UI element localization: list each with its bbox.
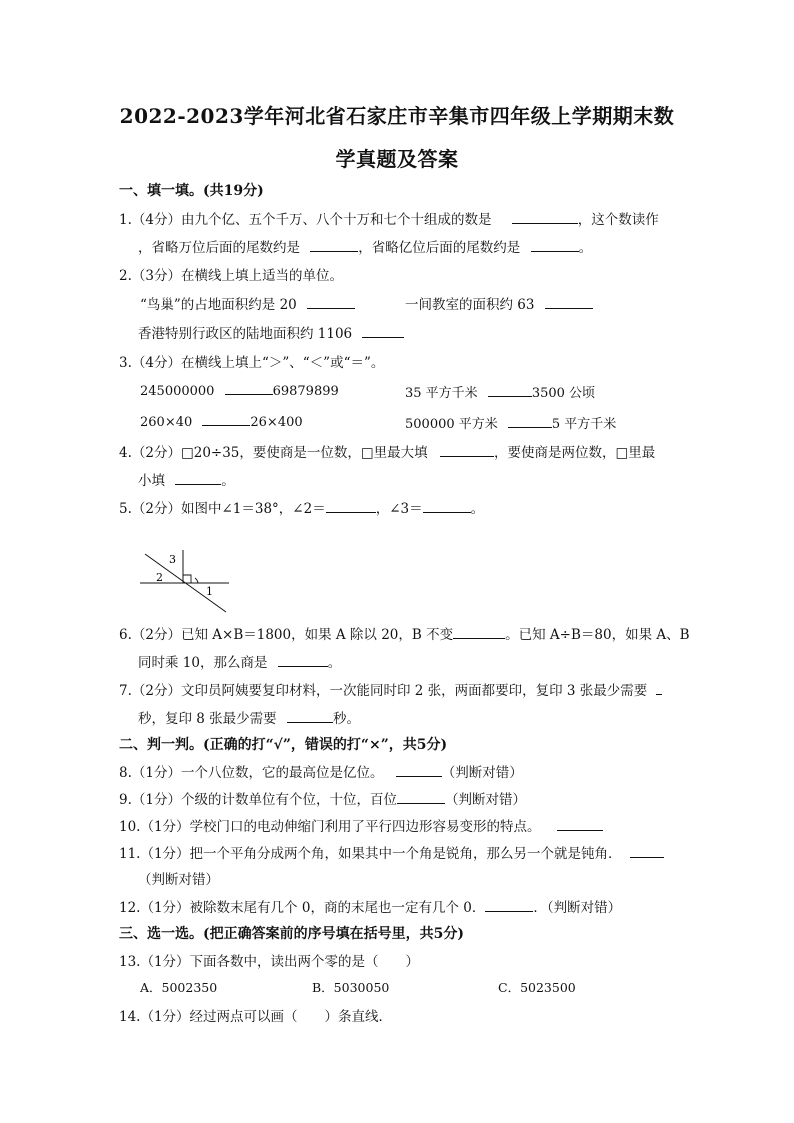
q1-text-e: 。 [578, 240, 593, 256]
q1-text-d: ，省略亿位后面的尾数约是 [358, 240, 521, 256]
question-4-line1 [119, 441, 655, 461]
question-2-line1: 2.（3分）在横线上填上适当的单位。 [119, 268, 343, 284]
q9-text-b: （判断对错） [444, 792, 526, 808]
question-11-line1 [119, 842, 664, 862]
q12-text-a: 12.（1分）被除数末尾有几个 0，商的末尾也一定有几个 0． [119, 900, 486, 916]
question-2-classroom [405, 293, 593, 313]
q12-blank[interactable] [485, 899, 533, 912]
q11-blank[interactable] [630, 845, 664, 858]
q8-blank[interactable] [396, 764, 442, 777]
q3-blank-2[interactable] [488, 384, 532, 397]
q3-text-e2: 5 平方千米 [551, 417, 617, 432]
question-3-compare-1 [140, 382, 339, 399]
q4-blank-max[interactable] [440, 444, 494, 457]
q5-text-b: ，∠3＝ [375, 501, 423, 517]
q1-text-c: ，省略万位后面的尾数约是 [138, 240, 300, 256]
q10-blank[interactable] [557, 818, 603, 831]
angle-arc-mark [195, 578, 198, 583]
q5-blank-angle3[interactable] [423, 500, 471, 513]
q5-text-a: 5.（2分）如图中∠1＝38°，∠2＝ [119, 501, 326, 517]
q5-blank-angle2[interactable] [326, 500, 376, 513]
doc-title-line2: 学真题及答案 [335, 147, 459, 171]
question-7-line1 [119, 679, 662, 699]
q5-text-c: 。 [470, 501, 485, 517]
q3-text-d1: 260×40 [140, 415, 193, 430]
q6-text-d: 。 [327, 655, 342, 671]
doc-title-line1: 2022-2023学年河北省石家庄市辛集市四年级上学期期末数 [119, 104, 675, 128]
q12-text-b: ．（判断对错） [533, 900, 622, 916]
q4-text-b: ，要使商是两位数，□里最 [493, 445, 656, 461]
q6-blank-product[interactable] [453, 626, 505, 639]
angle-figure [135, 542, 235, 617]
q2-blank-nest[interactable] [307, 296, 355, 309]
q1-blank-yi[interactable] [531, 239, 579, 252]
q7-blank-3pages[interactable] [656, 682, 662, 695]
q4-text-c: 小填 [138, 473, 165, 489]
q1-blank-number[interactable] [512, 211, 578, 224]
q6-text-c: 同时乘 10，那么商是 [138, 655, 268, 671]
q7-text-c: 秒。 [332, 711, 360, 727]
question-13: 13.（1分）下面各数中，读出两个零的是（ ） [119, 954, 420, 970]
q3-blank-3[interactable] [202, 413, 250, 426]
angle-label-2: 2 [156, 571, 163, 584]
q3-text-c2: 3500 公顷 [531, 386, 596, 401]
section-2-heading: 二、判一判。(正确的打“√”，错误的打“×”，共5分) [119, 737, 448, 753]
question-10 [119, 815, 603, 835]
question-6-line2 [138, 651, 341, 671]
q2-blank-classroom[interactable] [545, 296, 593, 309]
q2-text-c: 一间教室的面积约 63 [405, 297, 535, 313]
q3-blank-4[interactable] [508, 415, 552, 428]
q9-text-a: 9.（1分）个级的计数单位有个位，十位，百位 [119, 792, 397, 808]
angle-label-3: 3 [169, 553, 176, 566]
q7-blank-8pages[interactable] [287, 710, 333, 723]
question-2-hongkong [138, 322, 404, 342]
q6-blank-quotient[interactable] [278, 654, 328, 667]
question-6-line1 [119, 623, 690, 643]
question-14: 14.（1分）经过两点可以画（ ）条直线． [119, 1009, 393, 1025]
question-5-line1 [119, 497, 484, 517]
q8-text-b: （判断对错） [441, 765, 523, 781]
q4-text-a: 4.（2分）□20÷35，要使商是一位数，□里最大填 [119, 445, 428, 461]
q2-blank-hongkong[interactable] [362, 325, 404, 338]
q7-text-a: 7.（2分）文印员阿姨要复印材料，一次能同时印 2 张，两面都要印，复印 3 张最少需要 [119, 683, 648, 699]
question-11-line2: （判断对错） [138, 872, 219, 888]
question-3-compare-3 [140, 413, 303, 430]
q6-text-b: 。已知 A÷B＝80，如果 A、B [505, 627, 690, 643]
q1-blank-wan[interactable] [310, 239, 358, 252]
q4-blank-min[interactable] [175, 472, 221, 485]
question-3-compare-4 [405, 413, 616, 432]
q1-text-a: 1.（4分）由九个亿、五个千万、八个十万和七个十组成的数是 [119, 212, 492, 228]
q3-text-b2: 69879899 [272, 384, 339, 399]
q13-option-b[interactable]: B．5030050 [312, 980, 390, 995]
q6-text-a: 6.（2分）已知 A×B＝1800，如果 A 除以 20，B 不变 [119, 627, 454, 643]
q11-text-a: 11.（1分）把一个平角分成两个角，如果其中一个角是锐角，那么另一个就是钝角． [119, 846, 622, 862]
question-4-line2 [138, 469, 235, 489]
q13-option-c[interactable]: C．5023500 [498, 980, 576, 995]
question-3-line1: 3.（4分）在横线上填上“＞”、“＜”或“＝”。 [119, 355, 385, 371]
q1-text-b: ，这个数读作 [577, 212, 659, 228]
q3-text-b1: 245000000 [140, 384, 215, 399]
q9-blank[interactable] [397, 791, 445, 804]
q3-text-e1: 500000 平方米 [405, 417, 498, 432]
q3-blank-1[interactable] [225, 382, 273, 395]
section-1-heading: 一、填一填。(共19分) [119, 183, 264, 199]
q3-text-d2: 26×400 [250, 415, 303, 430]
question-9 [119, 788, 526, 808]
question-8 [119, 761, 523, 781]
angle-label-1: 1 [206, 585, 213, 598]
q10-text-a: 10.（1分）学校门口的电动伸缩门利用了平行四边形容易变形的特点。 [119, 819, 541, 835]
q2-text-b: “鸟巢”的占地面积约是 20 [140, 297, 297, 313]
question-7-line2 [138, 707, 360, 727]
question-3-compare-2 [405, 382, 595, 401]
question-1-line1 [119, 208, 659, 228]
q7-text-b: 秒，复印 8 张最少需要 [138, 711, 277, 727]
question-2-nest [140, 293, 355, 313]
question-1-line2 [138, 236, 592, 256]
q8-text-a: 8.（1分）一个八位数，它的最高位是亿位。 [119, 765, 384, 781]
q2-text-d: 香港特别行政区的陆地面积约 1106 [138, 326, 353, 342]
q13-option-a[interactable]: A．5002350 [140, 980, 218, 995]
section-3-heading: 三、选一选。(把正确答案前的序号填在括号里，共5分) [119, 926, 464, 942]
q3-text-c1: 35 平方千米 [405, 386, 478, 401]
question-12 [119, 896, 621, 916]
q4-text-d: 。 [221, 473, 235, 489]
